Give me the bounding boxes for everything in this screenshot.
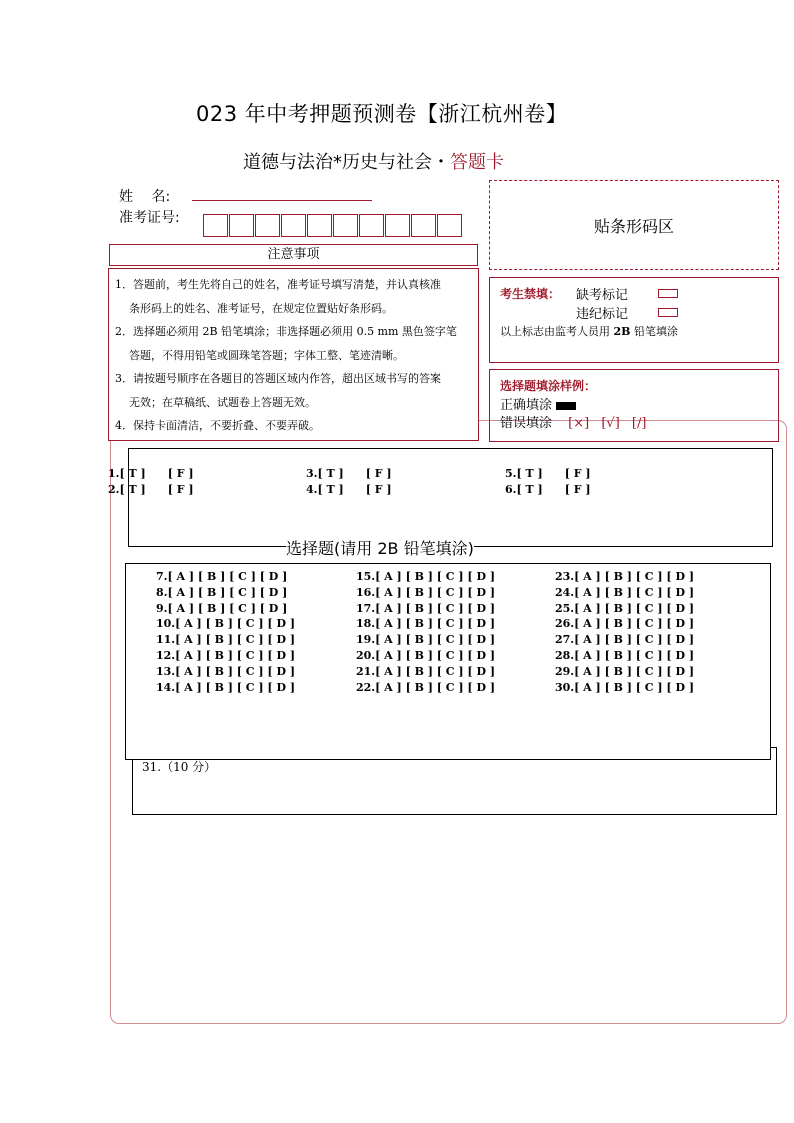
tf-question[interactable]: 4.[ T ] [ F ]: [306, 483, 392, 496]
absent-mark-label: 缺考标记: [576, 288, 629, 303]
notice-box: [108, 268, 479, 441]
notice-line: 1．答题前，考生先将自己的姓名，准考证号填写清楚，并认真核准: [115, 278, 441, 291]
wrong-fill-row: [500, 412, 646, 431]
name-label: 姓 名:: [119, 189, 171, 205]
id-digit-box[interactable]: [385, 214, 410, 237]
true-false-box: [128, 448, 773, 547]
mc-question[interactable]: 16.[ A ] [ B ] [ C ] [ D ]: [356, 585, 496, 599]
mc-question[interactable]: 19.[ A ] [ B ] [ C ] [ D ]: [356, 633, 496, 647]
mc-question[interactable]: 7.[ A ] [ B ] [ C ] [ D ]: [156, 570, 288, 583]
page-subtitle: [243, 148, 504, 174]
mc-column-2: [356, 569, 495, 695]
mc-question[interactable]: 17.[ A ] [ B ] [ C ] [ D ]: [356, 601, 496, 615]
subtitle-accent: 答题卡: [450, 152, 504, 173]
mc-question[interactable]: 8.[ A ] [ B ] [ C ] [ D ]: [156, 585, 288, 599]
page-title: 023 年中考押题预测卷【浙江杭州卷】: [196, 102, 568, 126]
mc-question[interactable]: 15.[ A ] [ B ] [ C ] [ D ]: [356, 570, 496, 583]
id-digit-box[interactable]: [411, 214, 436, 237]
barcode-area: [489, 180, 779, 270]
wrong-fill-label: 错误填涂: [500, 416, 553, 431]
exam-marks-box: [489, 277, 779, 363]
mc-question[interactable]: 24.[ A ] [ B ] [ C ] [ D ]: [555, 585, 695, 599]
notice-heading: 注意事项: [109, 244, 478, 266]
id-digit-box[interactable]: [359, 214, 384, 237]
fill-sample-box: [489, 369, 779, 442]
exam-marks-note: [500, 323, 678, 339]
wrong-mark-check: [√]: [601, 416, 620, 431]
mc-question[interactable]: 30.[ A ] [ B ] [ C ] [ D ]: [555, 680, 695, 694]
mc-question[interactable]: 18.[ A ] [ B ] [ C ] [ D ]: [356, 617, 496, 631]
exam-id-boxes[interactable]: [203, 214, 463, 238]
tf-question[interactable]: 3.[ T ] [ F ]: [306, 467, 392, 480]
mc-question[interactable]: 23.[ A ] [ B ] [ C ] [ D ]: [555, 570, 695, 583]
id-digit-box[interactable]: [281, 214, 306, 237]
id-digit-box[interactable]: [203, 214, 228, 237]
id-label: 准考证号:: [119, 210, 180, 226]
mc-question[interactable]: 27.[ A ] [ B ] [ C ] [ D ]: [555, 633, 695, 647]
mc-question[interactable]: 11.[ A ] [ B ] [ C ] [ D ]: [156, 633, 296, 647]
note-post: 铅笔填涂: [630, 325, 678, 338]
filled-mark-icon: [556, 402, 576, 410]
exam-marks-label: 考生禁填：: [500, 287, 561, 301]
wrong-mark-slash: [/]: [631, 416, 647, 431]
multiple-choice-title: 选择题(请用 2B 铅笔填涂): [286, 536, 474, 559]
mc-question[interactable]: 9.[ A ] [ B ] [ C ] [ D ]: [156, 601, 288, 615]
mc-question[interactable]: 21.[ A ] [ B ] [ C ] [ D ]: [356, 664, 496, 678]
mc-column-1: [156, 569, 295, 695]
mc-question[interactable]: 25.[ A ] [ B ] [ C ] [ D ]: [555, 601, 695, 615]
id-digit-box[interactable]: [307, 214, 332, 237]
violation-mark-label: 违纪标记: [576, 307, 629, 322]
mc-question[interactable]: 22.[ A ] [ B ] [ C ] [ D ]: [356, 680, 496, 694]
id-digit-box[interactable]: [333, 214, 358, 237]
wrong-mark-cross: [×]: [568, 416, 590, 431]
id-digit-box[interactable]: [255, 214, 280, 237]
mc-question[interactable]: 10.[ A ] [ B ] [ C ] [ D ]: [156, 617, 296, 631]
tf-question[interactable]: 5.[ T ] [ F ]: [505, 467, 591, 480]
id-digit-box[interactable]: [437, 214, 462, 237]
notice-line: 无效；在草稿纸、试题卷上答题无效。: [129, 395, 316, 409]
name-input[interactable]: [192, 200, 372, 201]
mc-question[interactable]: 28.[ A ] [ B ] [ C ] [ D ]: [555, 648, 695, 662]
tf-question[interactable]: 2.[ T ] [ F ]: [108, 483, 194, 496]
correct-fill-label: 正确填涂: [500, 398, 553, 413]
mc-question[interactable]: 29.[ A ] [ B ] [ C ] [ D ]: [555, 664, 695, 678]
tf-question[interactable]: 1.[ T ] [ F ]: [108, 467, 194, 480]
mc-question[interactable]: 13.[ A ] [ B ] [ C ] [ D ]: [156, 664, 296, 678]
id-digit-box[interactable]: [229, 214, 254, 237]
correct-fill-row: [500, 394, 576, 413]
notice-line: 条形码上的姓名、准考证号，在规定位置贴好条形码。: [129, 301, 393, 315]
notice-line: 2．选择题必须用 2B 铅笔填涂；非选择题必须用 0.5 mm 黑色签字笔: [115, 325, 457, 338]
notice-line: 4．保持卡面清洁，不要折叠、不要弄破。: [115, 419, 320, 432]
fill-sample-label: 选择题填涂样例：: [500, 379, 597, 393]
violation-mark-box[interactable]: [658, 308, 678, 317]
absent-mark-box[interactable]: [658, 289, 678, 298]
mc-column-3: [555, 569, 694, 695]
notice-line: 3．请按题号顺序在各题目的答题区域内作答，超出区域书写的答案: [115, 372, 441, 385]
note-bold: 2B: [613, 325, 631, 338]
notice-line: 答题，不得用铅笔或圆珠笔答题；字体工整、笔迹清晰。: [129, 348, 404, 362]
barcode-label: 贴条形码区: [593, 216, 674, 236]
mc-question[interactable]: 14.[ A ] [ B ] [ C ] [ D ]: [156, 680, 296, 694]
mc-question[interactable]: 20.[ A ] [ B ] [ C ] [ D ]: [356, 648, 496, 662]
mc-question[interactable]: 12.[ A ] [ B ] [ C ] [ D ]: [156, 648, 296, 662]
subtitle-main: 道德与法治*历史与社会・: [243, 152, 450, 173]
q31-label: 31.（10 分）: [142, 760, 217, 774]
tf-question[interactable]: 6.[ T ] [ F ]: [505, 483, 591, 496]
mc-question[interactable]: 26.[ A ] [ B ] [ C ] [ D ]: [555, 617, 695, 631]
note-pre: 以上标志由监考人员用: [500, 325, 614, 338]
